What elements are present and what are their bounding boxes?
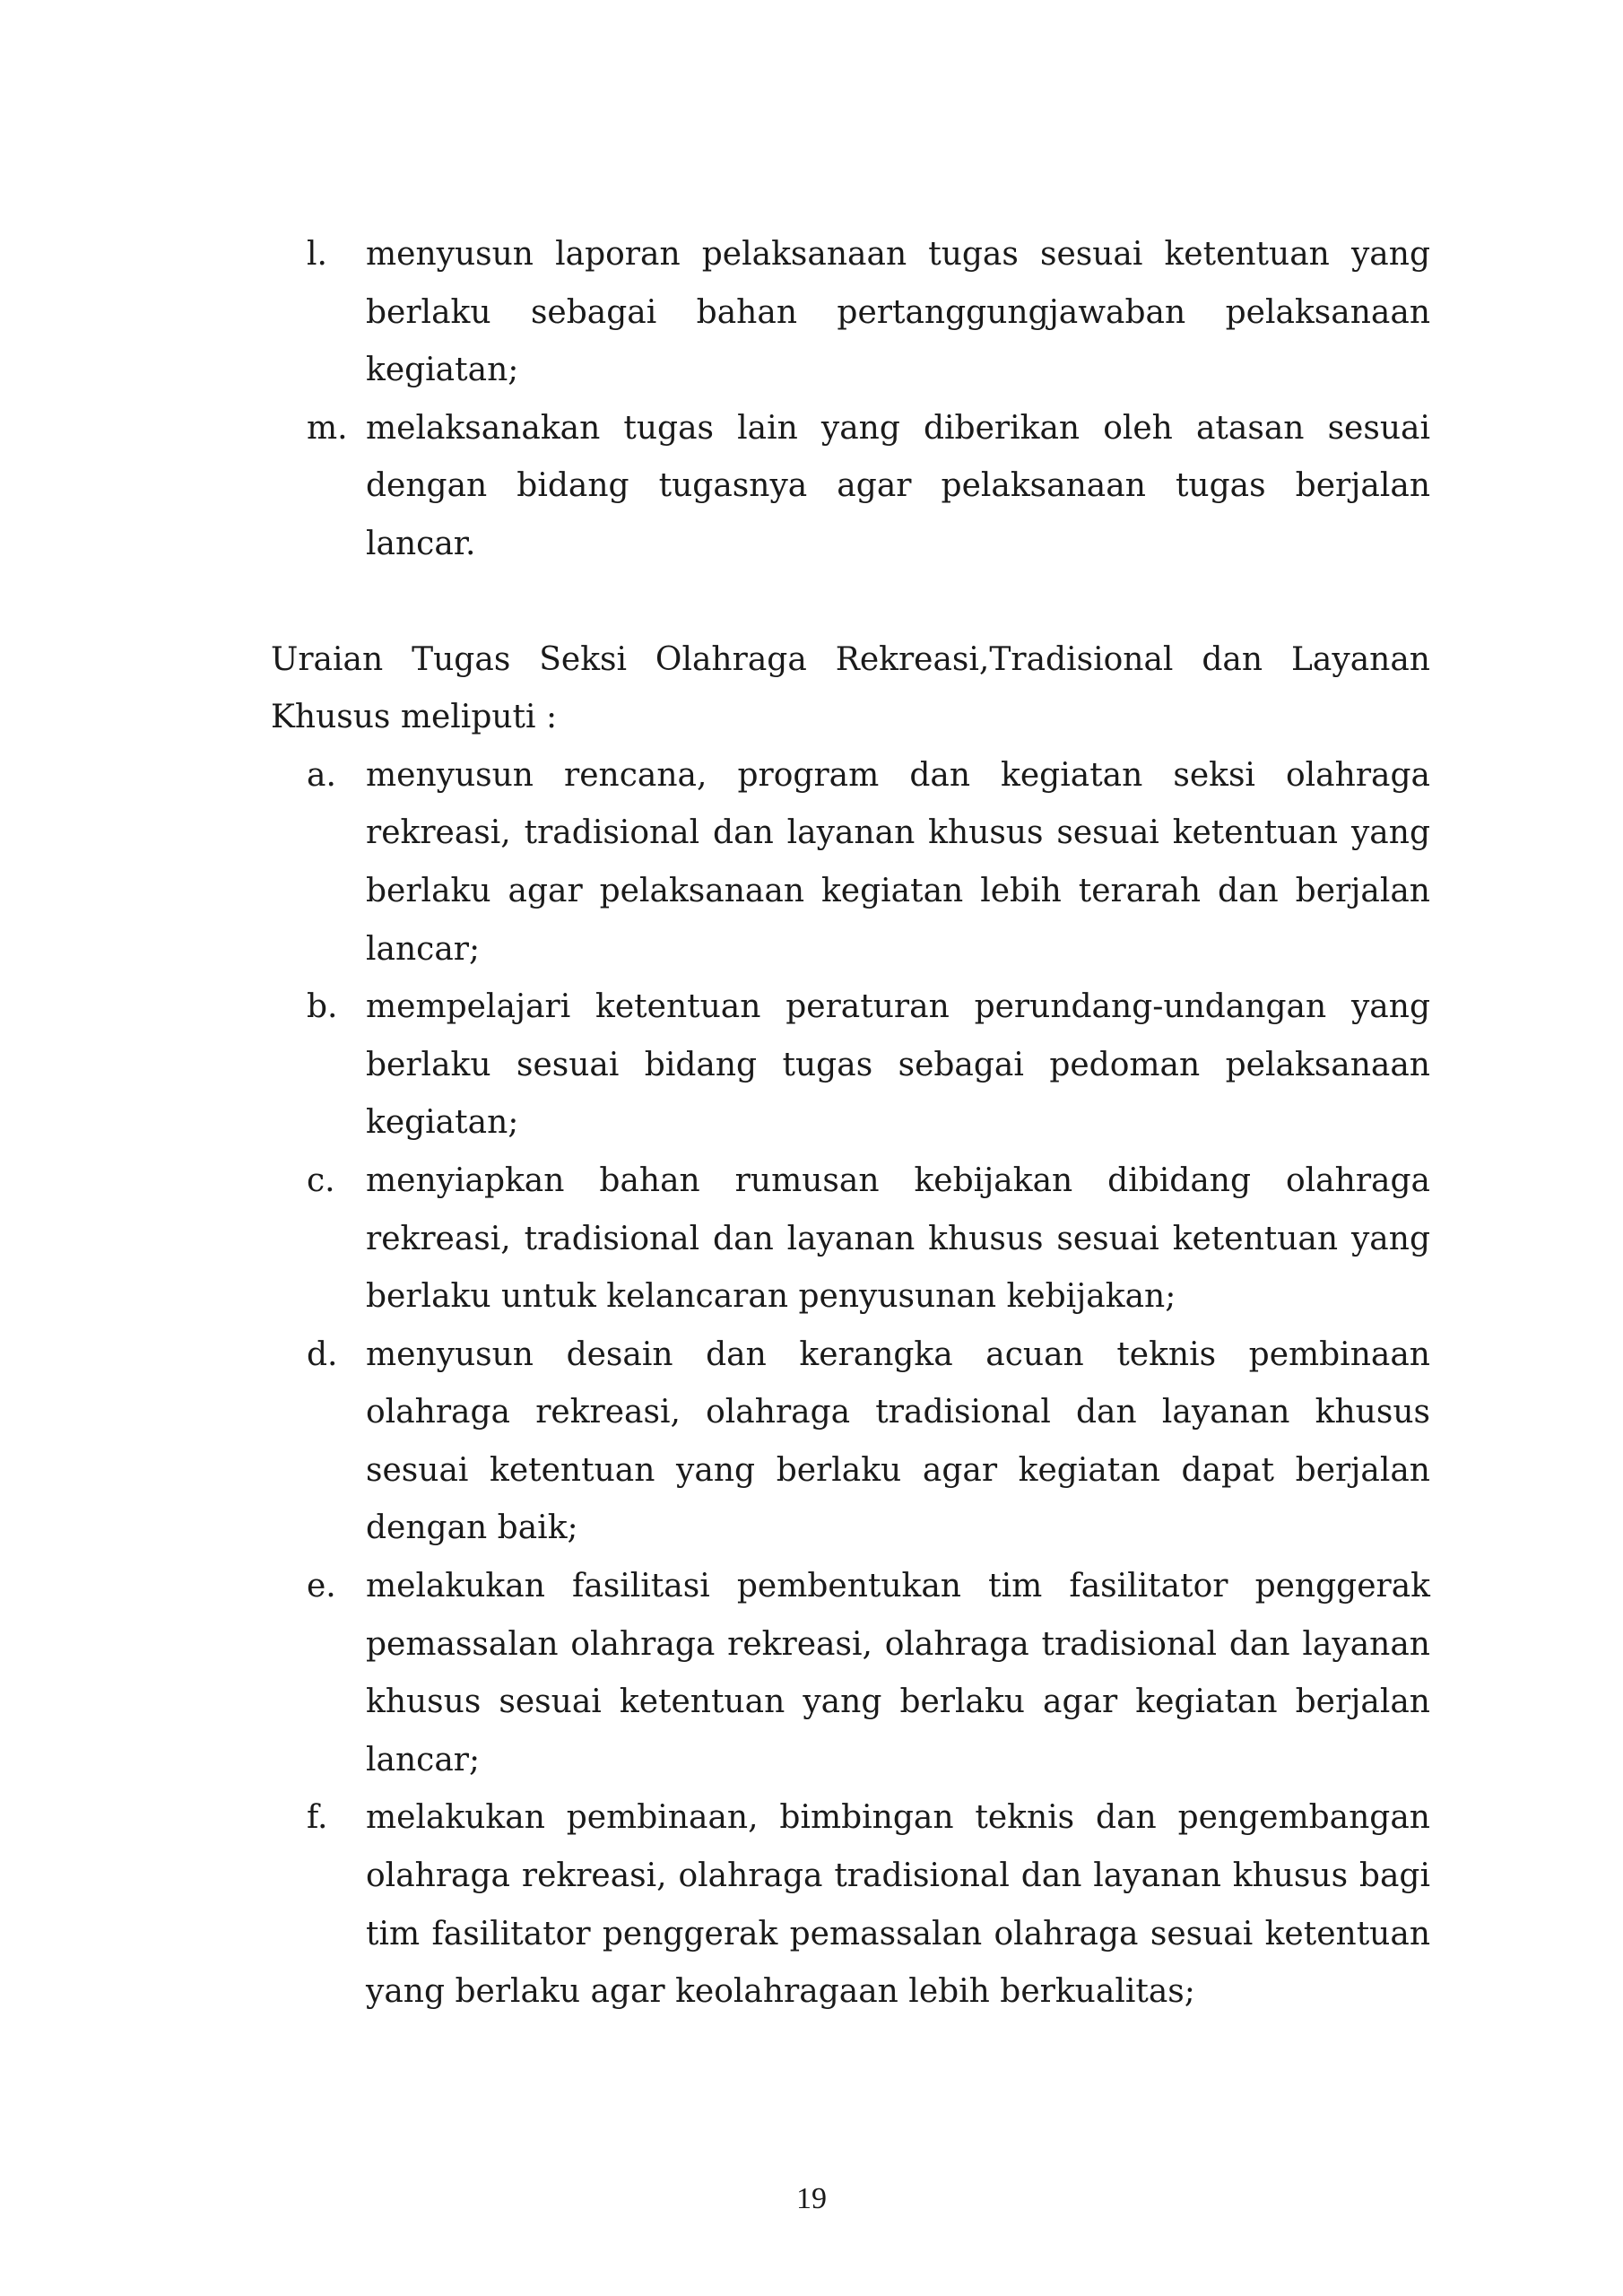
list-marker: f.: [307, 1799, 328, 1837]
list-item-f: [271, 1789, 1430, 2021]
list-marker: e.: [307, 1568, 336, 1605]
list-item-text: menyusun rencana, program dan kegiatan seksi olahraga rekreasi, tradisional dan layanan khusus sesuai ketentuan yang berlaku agar pelaksanaan kegiatan lebih terarah dan berjalan lancar;: [366, 756, 1430, 968]
list-item-a: [271, 747, 1430, 978]
section-intro-line-2: Khusus meliputi :: [271, 699, 558, 736]
list-marker: m.: [307, 409, 348, 447]
list-marker: l.: [307, 236, 327, 273]
list-item-m: [271, 400, 1430, 574]
list-item-text: melakukan fasilitasi pembentukan tim fasilitator penggerak pemassalan olahraga rekreasi, olahraga tradisional dan layanan khusus sesuai ketentuan yang berlaku agar kegiatan berjalan lancar;: [366, 1568, 1430, 1779]
list-marker: b.: [307, 988, 338, 1026]
list-item-b: [271, 978, 1430, 1152]
list-item-text: melakukan pembinaan, bimbingan teknis dan pengembangan olahraga rekreasi, olahraga tradisional dan layanan khusus bagi tim fasilitator penggerak pemassalan olahraga sesuai ketentuan yang berlaku agar keolahragaan lebih berkualitas;: [366, 1799, 1430, 2011]
list-item-d: [271, 1326, 1430, 1558]
list-item-text: menyusun laporan pelaksanaan tugas sesuai ketentuan yang berlaku sebagai bahan pertanggungjawaban pelaksanaan kegiatan;: [366, 236, 1430, 389]
list-marker: a.: [307, 756, 336, 794]
section-intro-line-1: Uraian Tugas Seksi Olahraga Rekreasi,Tradisional dan Layanan: [271, 640, 1430, 678]
list-item-text: melaksanakan tugas lain yang diberikan oleh atasan sesuai dengan bidang tugasnya agar pelaksanaan tugas berjalan lancar.: [366, 409, 1430, 562]
list-item-text: mempelajari ketentuan peraturan perundang-undangan yang berlaku sesuai bidang tugas sebagai pedoman pelaksanaan kegiatan;: [366, 988, 1430, 1142]
list-item-text: menyiapkan bahan rumusan kebijakan dibidang olahraga rekreasi, tradisional dan layanan khusus sesuai ketentuan yang berlaku untuk kelancaran penyusunan kebijakan;: [366, 1161, 1430, 1316]
page-content: [271, 226, 1430, 2022]
list-item-text: menyusun desain dan kerangka acuan teknis pembinaan olahraga rekreasi, olahraga tradisional dan layanan khusus sesuai ketentuan yang berlaku agar kegiatan dapat berjalan dengan baik;: [366, 1335, 1430, 1547]
list-item-l: [271, 226, 1430, 400]
list-item-e: [271, 1558, 1430, 1789]
page-number: 19: [796, 2182, 827, 2215]
list-marker: d.: [307, 1335, 338, 1373]
list-item-c: [271, 1152, 1430, 1326]
section-intro: [271, 631, 1430, 747]
list-marker: c.: [307, 1161, 335, 1199]
